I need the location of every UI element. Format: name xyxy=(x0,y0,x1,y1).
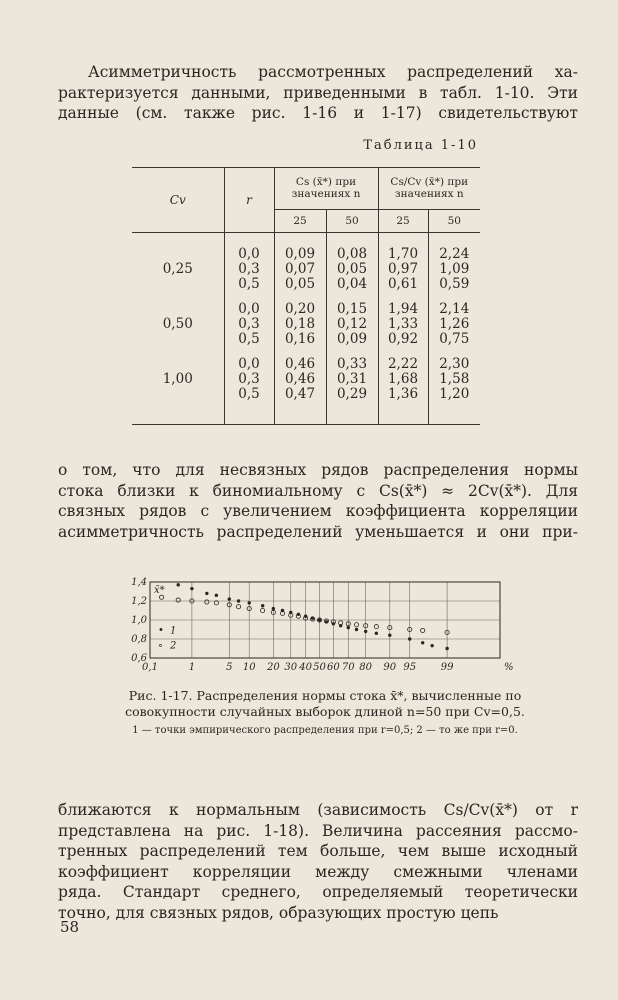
cell-cs25: 0,07 xyxy=(274,262,326,277)
data-point-series-1 xyxy=(228,597,231,600)
cell-q25: 0,61 xyxy=(378,277,428,292)
data-point-series-1 xyxy=(430,644,433,647)
header-cs-group: Cs (x̄*) при значениях n xyxy=(274,168,378,210)
cell-q25: 2,22 xyxy=(378,347,428,372)
data-point-series-2 xyxy=(421,628,425,632)
cell-r: 0,3 xyxy=(224,262,274,277)
data-point-series-1 xyxy=(408,637,411,640)
cell-cs25: 0,20 xyxy=(274,292,326,317)
cell-q25: 1,70 xyxy=(378,233,428,263)
cell-r: 0,3 xyxy=(224,317,274,332)
cell-cs25: 0,05 xyxy=(274,277,326,292)
header-n25: 25 xyxy=(274,209,326,232)
cell-q25: 0,92 xyxy=(378,332,428,347)
header-cv: Cv xyxy=(132,168,224,233)
y-axis-label: x̄* xyxy=(154,585,165,596)
cell-q25: 1,33 xyxy=(378,317,428,332)
data-point-series-2 xyxy=(261,608,265,612)
data-point-series-2 xyxy=(374,625,378,629)
cell-cs25: 0,16 xyxy=(274,332,326,347)
cell-q25: 1,68 xyxy=(378,372,428,387)
data-point-series-2 xyxy=(176,598,180,602)
text-line: стока близки к биномиальному с Cs(x̄*) ≈ 2Cv(x̄*). Для xyxy=(58,481,578,500)
y-tick-label: 1,0 xyxy=(131,615,147,626)
cell-cs50: 0,33 xyxy=(326,347,378,372)
text-line: тренных распределений тем больше, чем выше исходный xyxy=(58,842,578,860)
cell-cv: 0,25 xyxy=(132,262,224,277)
x-tick-label: 1 xyxy=(188,662,196,673)
x-tick-label: 60 xyxy=(327,662,340,673)
cell-q25: 1,94 xyxy=(378,292,428,317)
cell-r: 0,0 xyxy=(224,292,274,317)
cell-cv: 1,00 xyxy=(132,372,224,387)
data-point-series-2 xyxy=(205,600,209,604)
data-point-series-1 xyxy=(261,604,264,607)
header-n25b: 25 xyxy=(378,209,428,232)
data-point-series-1 xyxy=(364,630,367,633)
cell-r: 0,0 xyxy=(224,233,274,263)
legend-marker: • xyxy=(158,625,164,637)
y-tick-label: 0,6 xyxy=(131,653,147,664)
cell-q50: 1,58 xyxy=(428,372,480,387)
y-tick-label: 0,8 xyxy=(131,634,147,645)
cell-q50: 1,20 xyxy=(428,387,480,425)
text-line: о том, что для несвязных рядов распределения нормы xyxy=(58,461,578,479)
legend-label: 2 xyxy=(170,640,177,652)
cell-cs50: 0,15 xyxy=(326,292,378,317)
text-line: коэффициент корреляции между смежными членами xyxy=(58,862,578,881)
figure-caption-text: Рис. 1-17. Распределения нормы стока x̄*, вычисленные по совокупности случайных выборок длиной n=50 при Cv=0,5. xyxy=(125,688,525,719)
x-tick-label: 80 xyxy=(359,662,373,673)
cell-cs25: 0,46 xyxy=(274,372,326,387)
cell-r: 0,5 xyxy=(224,387,274,425)
x-tick-label: 99 xyxy=(440,662,454,673)
cell-cs50: 0,09 xyxy=(326,332,378,347)
data-point-series-1 xyxy=(190,587,193,590)
cell-cs25: 0,09 xyxy=(274,233,326,263)
header-ratio-group: Cs/Cv (x̄*) при значениях n xyxy=(378,168,480,210)
text-line: представлена на рис. 1-18). Величина рассеяния рассмо- xyxy=(58,821,578,840)
text-line: Асимметричность рассмотренных распределений ха- xyxy=(88,63,578,81)
legend-label: 1 xyxy=(170,625,177,637)
cell-r: 0,3 xyxy=(224,372,274,387)
legend-marker: ∘ xyxy=(158,640,163,652)
cell-q50: 2,24 xyxy=(428,233,480,263)
cell-q25: 0,97 xyxy=(378,262,428,277)
cell-cs50: 0,12 xyxy=(326,317,378,332)
x-axis-label: % xyxy=(504,662,514,673)
cell-cs50: 0,08 xyxy=(326,233,378,263)
y-tick-label: 1,2 xyxy=(131,596,147,607)
cell-q50: 2,14 xyxy=(428,292,480,317)
data-point-series-1 xyxy=(421,641,424,644)
cell-q50: 1,26 xyxy=(428,317,480,332)
cell-q25: 1,36 xyxy=(378,387,428,425)
text-line: ряда. Стандарт среднего, определяемый теоретически xyxy=(58,883,578,901)
cell-cs25: 0,18 xyxy=(274,317,326,332)
cell-q50: 0,59 xyxy=(428,277,480,292)
data-point-series-1 xyxy=(347,626,350,629)
data-point-series-2 xyxy=(236,605,240,609)
cell-cs50: 0,29 xyxy=(326,387,378,425)
cell-cv: 0,50 xyxy=(132,317,224,332)
data-point-series-1 xyxy=(355,628,358,631)
x-tick-label: 70 xyxy=(341,662,355,673)
page-number: 58 xyxy=(60,918,80,936)
cell-cs50: 0,31 xyxy=(326,372,378,387)
text-line: рактеризуется данными, приведенными в табл. 1-10. Эти xyxy=(58,83,578,102)
header-n50: 50 xyxy=(326,209,378,232)
header-r: r xyxy=(224,168,274,233)
figure-caption xyxy=(100,688,550,737)
cell-q50: 1,09 xyxy=(428,262,480,277)
data-point-series-1 xyxy=(318,618,321,621)
header-n50b: 50 xyxy=(428,209,480,232)
text-line: ближаются к нормальным (зависимость Cs/Cv(x̄*) от r xyxy=(58,801,578,819)
data-point-series-1 xyxy=(375,632,378,635)
cell-r: 0,5 xyxy=(224,332,274,347)
x-tick-label: 90 xyxy=(383,662,397,673)
figure-note: 1 — точки эмпирического распределения при r=0,5; 2 — то же при r=0. xyxy=(132,725,518,736)
data-point-series-1 xyxy=(215,594,218,597)
data-point-series-2 xyxy=(354,623,358,627)
data-point-series-1 xyxy=(248,601,251,604)
x-tick-label: 40 xyxy=(299,662,312,673)
paragraph-3 xyxy=(58,800,578,923)
x-tick-label: 30 xyxy=(284,662,298,673)
x-tick-label: 5 xyxy=(226,662,233,673)
x-tick-label: 10 xyxy=(242,662,256,673)
table-caption: Таблица 1-10 xyxy=(363,138,478,153)
data-point-series-1 xyxy=(177,583,180,586)
data-point-series-1 xyxy=(205,592,208,595)
cell-cs50: 0,05 xyxy=(326,262,378,277)
cell-r: 0,5 xyxy=(224,277,274,292)
cell-r: 0,0 xyxy=(224,347,274,372)
x-tick-label: 95 xyxy=(403,662,417,673)
x-tick-label: 0,1 xyxy=(142,662,158,673)
text-line: асимметричность распределений уменьшается и они при- xyxy=(58,522,578,541)
data-point-series-2 xyxy=(214,601,218,605)
x-tick-label: 50 xyxy=(313,662,326,673)
cell-cs25: 0,47 xyxy=(274,387,326,425)
cell-cs50: 0,04 xyxy=(326,277,378,292)
cell-cs25: 0,46 xyxy=(274,347,326,372)
x-tick-label: 20 xyxy=(266,662,280,673)
cell-q50: 2,30 xyxy=(428,347,480,372)
data-point-series-1 xyxy=(388,634,391,637)
text-line: связных рядов с увеличением коэффициента корреляции xyxy=(58,502,578,520)
data-point-series-1 xyxy=(272,607,275,610)
text-line: данные (см. также рис. 1-16 и 1-17) свидетельствуют xyxy=(58,104,578,122)
data-point-series-1 xyxy=(237,599,240,602)
y-tick-label: 1,4 xyxy=(131,577,147,588)
data-point-series-1 xyxy=(445,647,448,650)
cell-q50: 0,75 xyxy=(428,332,480,347)
text-line: точно, для связных рядов, образующих простую цепь xyxy=(58,903,499,922)
